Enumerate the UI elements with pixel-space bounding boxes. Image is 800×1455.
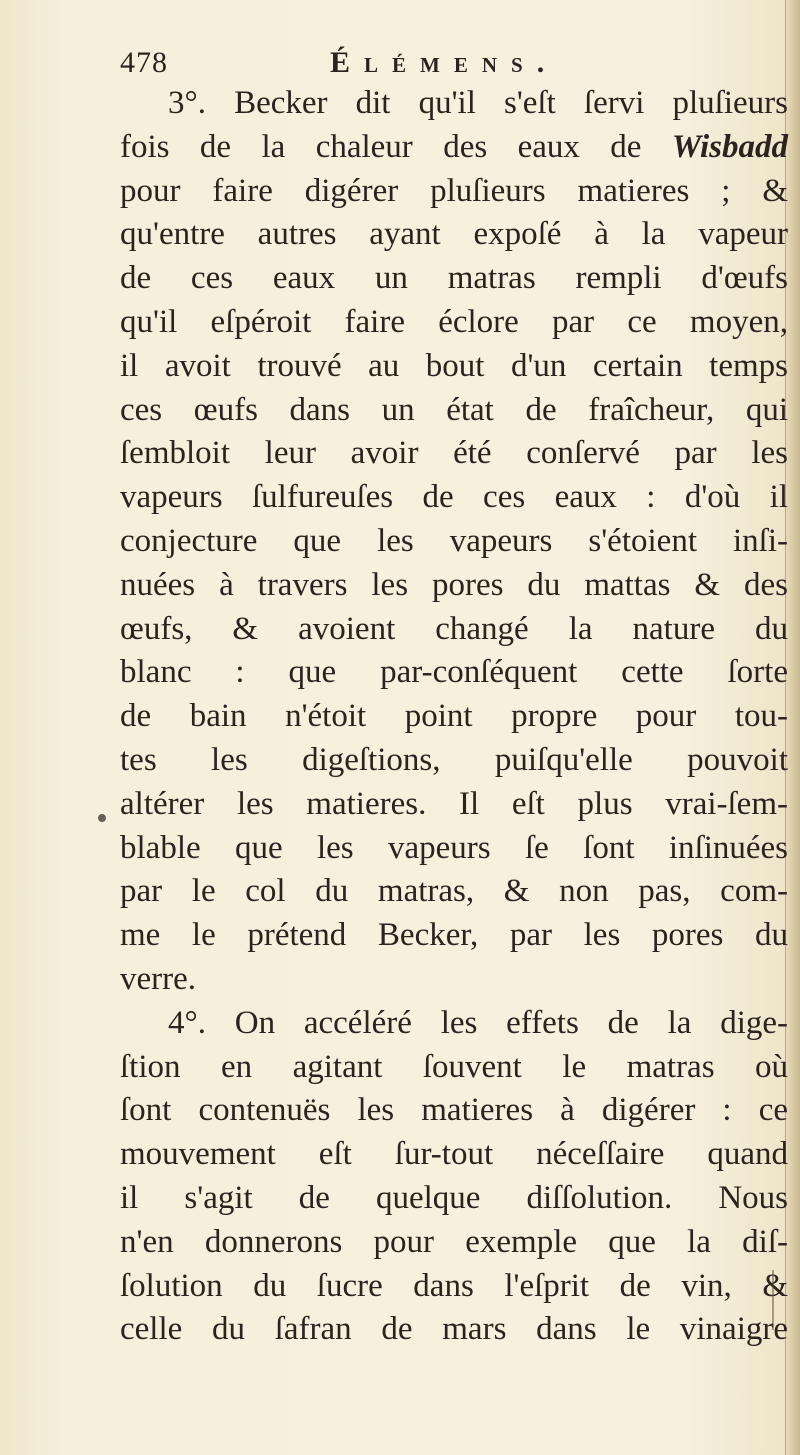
text-line: qu'entre autres ayant expoſé à la vapeur	[120, 216, 788, 253]
text-line: pour faire digérer pluſieurs matieres ; &	[120, 172, 788, 209]
italic-place-name: Wisbadd	[671, 128, 788, 165]
body-text	[120, 82, 788, 1352]
page-number: 478	[120, 46, 168, 79]
ink-blot	[98, 814, 106, 822]
text-line: n'en donnerons pour exemple que la diſ-	[120, 1223, 788, 1260]
text-line: ſont contenuës les matieres à digérer : ce	[120, 1092, 788, 1129]
text-line: me le prétend Becker, par les pores du	[120, 917, 788, 954]
text-line: il s'agit de quelque diſſolution. Nous	[120, 1179, 788, 1216]
text-line: qu'il eſpéroit faire éclore par ce moyen,	[120, 303, 788, 340]
text-line: ſolution du ſucre dans l'eſprit de vin, &	[120, 1267, 788, 1304]
text-line: de ces eaux un matras rempli d'œufs	[120, 260, 788, 297]
text-line: 3°. Becker dit qu'il s'eſt ſervi pluſieurs	[168, 85, 788, 121]
text-line: blable que les vapeurs ſe ſont inſinuées	[120, 829, 788, 866]
text-line: fois de la chaleur des eaux de Wisbadd	[120, 128, 788, 165]
text-line: par le col du matras, & non pas, com-	[120, 873, 788, 910]
text-line: 4°. On accéléré les effets de la dige-	[168, 1004, 788, 1041]
text-line: conjecture que les vapeurs s'étoient inſi-	[120, 522, 788, 559]
text-line: blanc : que par-conſéquent cette ſorte	[120, 654, 788, 691]
text-line: il avoit trouvé au bout d'un certain temps	[120, 347, 788, 384]
text-line: ſembloit leur avoir été conſervé par les	[120, 435, 788, 472]
text-line: tes les digeſtions, puiſqu'elle pouvoit	[120, 741, 788, 778]
running-head: Élémens.	[330, 46, 559, 79]
text-line: celle du ſafran de mars dans le vinaigre	[120, 1311, 788, 1348]
text-line: nuées à travers les pores du mattas & des	[120, 566, 788, 603]
page-edge-mark	[772, 1270, 784, 1330]
text-line: ſtion en agitant ſouvent le matras où	[120, 1048, 788, 1085]
text-line: ces œufs dans un état de fraîcheur, qui	[120, 391, 788, 428]
text-line: altérer les matieres. Il eſt plus vrai-ſem-	[120, 785, 788, 822]
text-line: vapeurs ſulfureuſes de ces eaux : d'où il	[120, 479, 788, 516]
text-line: œufs, & avoient changé la nature du	[120, 610, 788, 647]
text-line: de bain n'étoit point propre pour tou-	[120, 698, 788, 735]
text-line: mouvement eſt ſur-tout néceſſaire quand	[120, 1136, 788, 1173]
text-line: verre.	[120, 960, 197, 997]
